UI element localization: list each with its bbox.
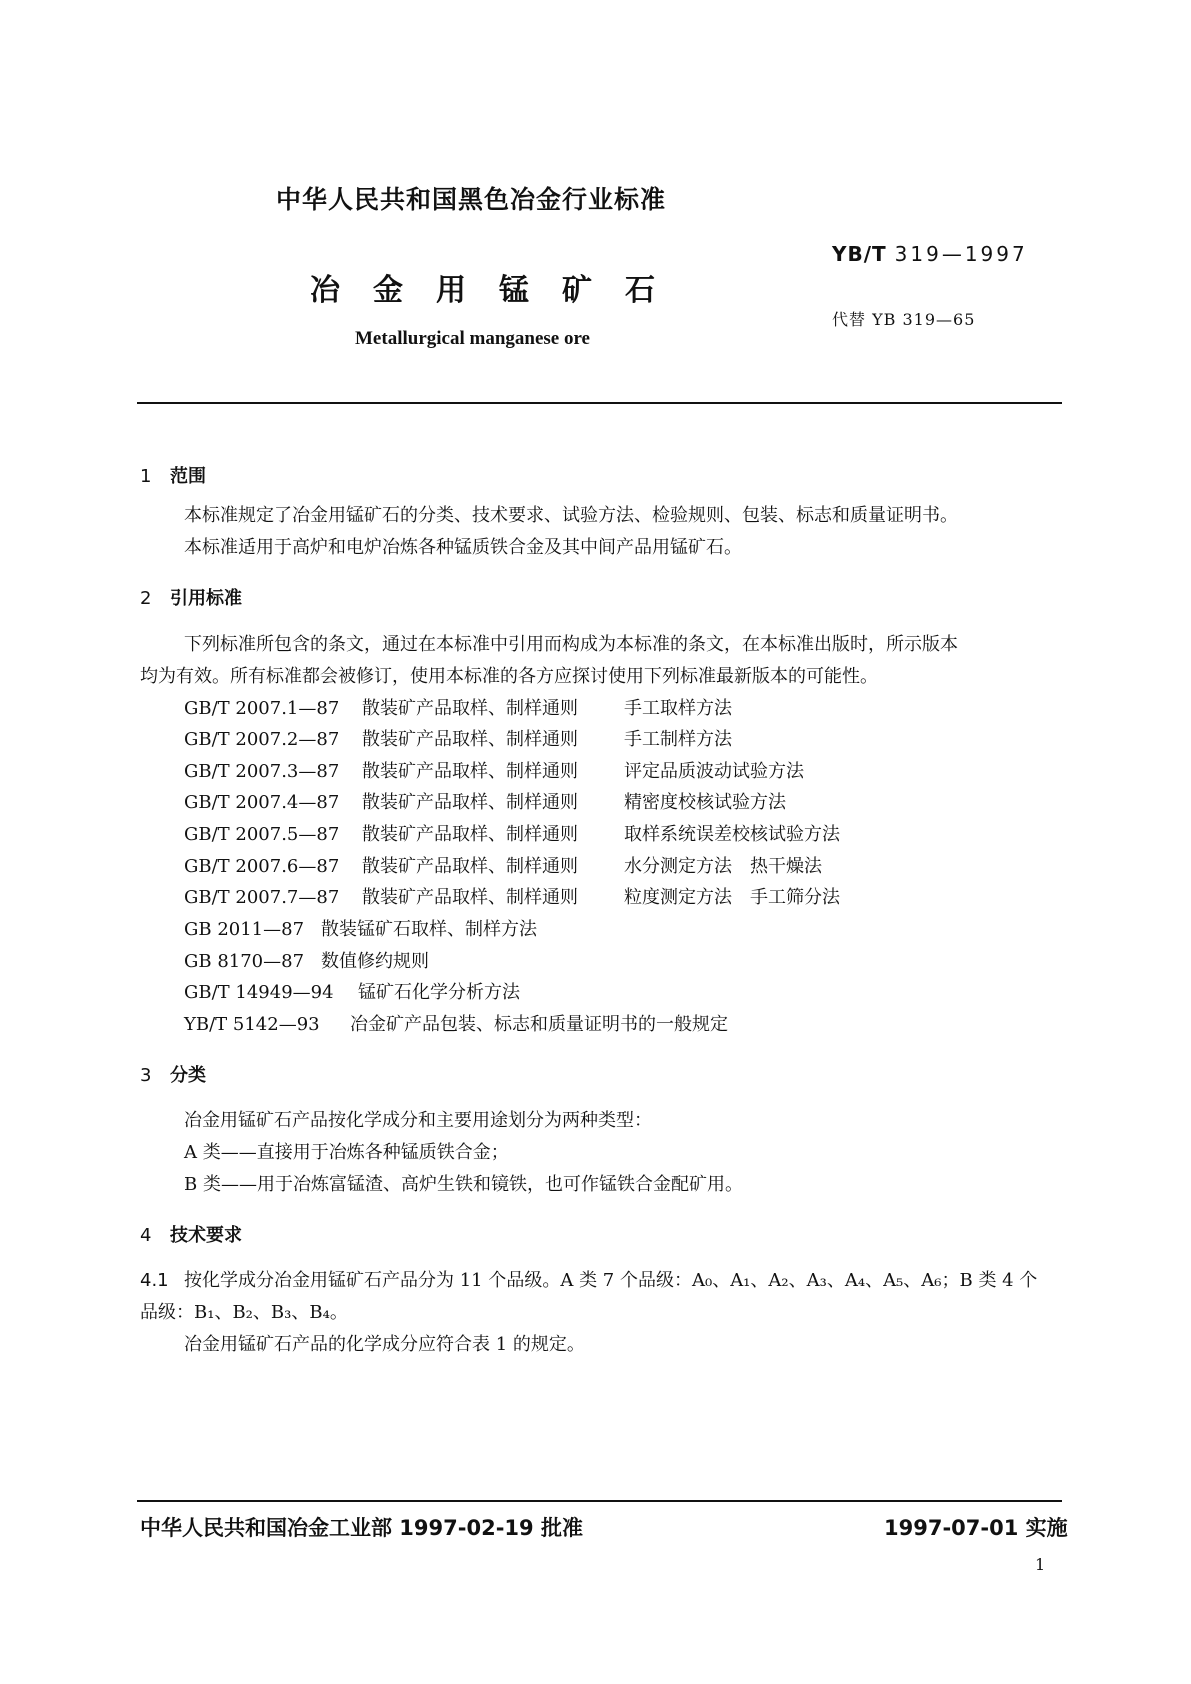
grade-b1: B₁: [194, 1302, 215, 1323]
reference-code: GB 2011—87: [184, 919, 305, 940]
reference-subtitle: 粒度测定方法 手工筛分法: [624, 887, 840, 908]
reference-code: YB/T 5142—93: [184, 1014, 320, 1035]
reference-item: [184, 1013, 728, 1037]
grade-a1: A₁: [730, 1270, 751, 1291]
paragraph: 冶金用锰矿石产品的化学成分应符合表 1 的规定。: [184, 1334, 585, 1355]
footer-rule: [137, 1500, 1062, 1502]
organization-title: 中华人民共和国黑色冶金行业标准: [276, 185, 667, 214]
clause-text-b: ；B 类 4 个: [941, 1270, 1038, 1291]
page-number: 1: [1035, 1555, 1046, 1574]
section-number: 3: [140, 1065, 152, 1086]
reference-code: GB/T 2007.6—87: [184, 856, 340, 877]
grade-label: 品级：: [140, 1302, 194, 1323]
effective-date: 1997-07-01 实施: [884, 1516, 1068, 1540]
reference-item: [184, 760, 804, 784]
grade-b2: B₂: [232, 1302, 253, 1323]
grade-a3: A₃: [806, 1270, 827, 1291]
paragraph: 下列标准所包含的条文，通过在本标准中引用而构成为本标准的条文，在本标准出版时，所示版本: [184, 634, 958, 655]
standard-digits: 319—1997: [894, 242, 1028, 266]
reference-subtitle: 手工取样方法: [624, 698, 732, 719]
reference-title: 冶金矿产品包装、标志和质量证明书的一般规定: [350, 1014, 728, 1035]
reference-item: [184, 823, 840, 847]
issuer-approval: 中华人民共和国冶金工业部 1997-02-19 批准: [140, 1516, 583, 1540]
clause-4-1: 4.1 按化学成分冶金用锰矿石产品分为 11 个品级。A 类 7 个品级：A₀、A₁、A₂、A₃、A₄、A₅、A₆；B 类 4 个: [140, 1270, 1038, 1291]
reference-subtitle: 手工制样方法: [624, 729, 732, 750]
reference-code: GB/T 2007.1—87: [184, 698, 340, 719]
reference-title: 散装矿产品取样、制样通则: [362, 856, 578, 877]
reference-title: 散装矿产品取样、制样通则: [362, 887, 578, 908]
header-rule: [137, 402, 1062, 404]
reference-item: [184, 886, 840, 910]
reference-item: [184, 855, 822, 879]
reference-subtitle: 精密度校核试验方法: [624, 792, 786, 813]
grade-a4: A₄: [844, 1270, 866, 1291]
reference-code: GB/T 2007.5—87: [184, 824, 340, 845]
reference-subtitle: 取样系统误差校核试验方法: [624, 824, 840, 845]
clause-text: 按化学成分冶金用锰矿石产品分为 11 个品级。A 类 7 个品级：: [184, 1270, 692, 1291]
grade-b3: B₃: [270, 1302, 292, 1323]
reference-subtitle: 评定品质波动试验方法: [624, 761, 804, 782]
section-title: 技术要求: [170, 1225, 242, 1246]
reference-title: 散装矿产品取样、制样通则: [362, 792, 578, 813]
reference-code: GB/T 2007.4—87: [184, 792, 340, 813]
section-title: 分类: [170, 1065, 206, 1086]
paragraph: 冶金用锰矿石产品按化学成分和主要用途划分为两种类型：: [184, 1110, 652, 1131]
reference-code: GB 8170—87: [184, 951, 305, 972]
section-number: 4: [140, 1225, 152, 1246]
grade-a0: A₀: [691, 1270, 713, 1291]
document-title-en: Metallurgical manganese ore: [355, 328, 590, 349]
reference-subtitle: 水分测定方法 热干燥法: [624, 856, 822, 877]
paragraph: 本标准适用于高炉和电炉冶炼各种锰质铁合金及其中间产品用锰矿石。: [184, 537, 742, 558]
standard-prefix: YB/T: [832, 242, 887, 266]
grade-b4: B₄: [309, 1302, 330, 1323]
reference-title: 散装矿产品取样、制样通则: [362, 698, 578, 719]
standard-number: [832, 242, 1028, 266]
reference-item: [184, 791, 786, 815]
document-title-cn: 冶金用锰矿石: [310, 273, 688, 308]
reference-item: [184, 950, 429, 974]
reference-item: [184, 728, 732, 752]
reference-title: 散装锰矿石取样、制样方法: [321, 919, 537, 940]
section-title: 范围: [170, 466, 206, 487]
reference-code: GB/T 14949—94: [184, 982, 334, 1003]
reference-title: 散装矿产品取样、制样通则: [362, 761, 578, 782]
reference-item: [184, 981, 520, 1005]
section-number: 1: [140, 466, 152, 487]
grade-a6: A₆: [921, 1270, 942, 1291]
section-title: 引用标准: [170, 588, 242, 609]
reference-item: [184, 697, 732, 721]
section-heading-references: [140, 584, 242, 610]
section-heading-technical: [140, 1221, 242, 1247]
section-heading-scope: [140, 462, 206, 488]
reference-code: GB/T 2007.7—87: [184, 887, 340, 908]
section-heading-classification: [140, 1061, 206, 1087]
paragraph: B 类——用于冶炼富锰渣、高炉生铁和镜铁，也可作锰铁合金配矿用。: [184, 1174, 743, 1195]
reference-title: 数值修约规则: [321, 951, 429, 972]
clause-4-1-continued: 品级：B₁、B₂、B₃、B₄。: [140, 1302, 348, 1323]
section-number: 2: [140, 588, 152, 609]
clause-number: 4.1: [140, 1270, 169, 1291]
replaces-note: 代替 YB 319—65: [832, 310, 976, 329]
reference-title: 锰矿石化学分析方法: [358, 982, 520, 1003]
reference-code: GB/T 2007.2—87: [184, 729, 340, 750]
reference-item: [184, 918, 537, 942]
reference-title: 散装矿产品取样、制样通则: [362, 729, 578, 750]
reference-code: GB/T 2007.3—87: [184, 761, 340, 782]
grade-a2: A₂: [768, 1270, 789, 1291]
paragraph: 均为有效。所有标准都会被修订，使用本标准的各方应探讨使用下列标准最新版本的可能性。: [140, 666, 878, 687]
paragraph: 本标准规定了冶金用锰矿石的分类、技术要求、试验方法、检验规则、包装、标志和质量证明书。: [184, 505, 958, 526]
grade-a5: A₅: [883, 1270, 904, 1291]
reference-title: 散装矿产品取样、制样通则: [362, 824, 578, 845]
paragraph: A 类——直接用于冶炼各种锰质铁合金；: [184, 1142, 509, 1163]
